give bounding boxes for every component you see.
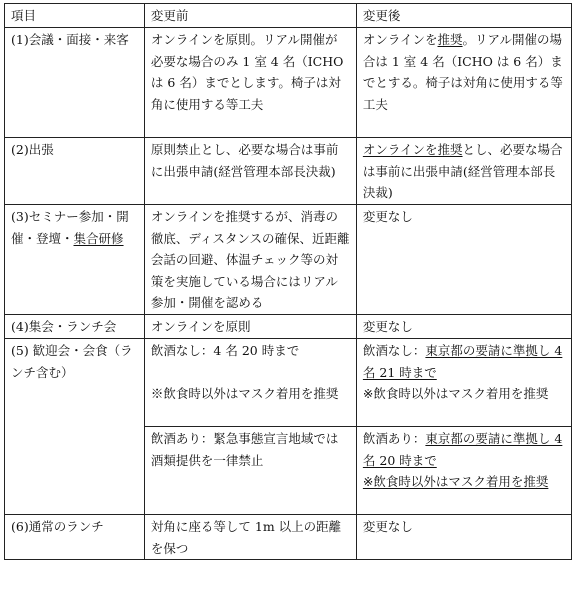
row-before-seminars: オンラインを推奨するが、消毒の徹底、ディスタンスの確保、近距離会話の回避、体温チェック等の対策を実施している場合にはリアル参加・開催を認める bbox=[144, 205, 356, 315]
before-text: 飲酒なし：4 名 20 時まで bbox=[150, 343, 300, 358]
row-item-business-trip: (2)出張 bbox=[5, 138, 145, 205]
after-text: ※飲食時以外はマスク着用を推奨 bbox=[362, 386, 549, 401]
after-text: とし、必要な場合は事前に出張申請(経営管理本部長決裁) bbox=[362, 142, 563, 200]
row-after-gatherings: 変更なし bbox=[356, 315, 571, 339]
row-item-meetings: (1)会議・面接・来客 bbox=[5, 28, 145, 138]
row-before-dinners-alcohol: 飲酒あり：緊急事態宣言地域では酒類提供を一律禁止 bbox=[144, 427, 356, 515]
underlined-change: 東京都の要請に準拠し 4 名 20 時まで bbox=[362, 431, 563, 468]
underlined-change: 東京都の要請に準拠し 4 名 21 時まで bbox=[362, 343, 563, 380]
row-after-lunch: 変更なし bbox=[356, 515, 571, 560]
row-item-seminars bbox=[5, 205, 145, 315]
after-text: 。リアル開催の場合は 1 室 4 名（ICHO は 6 名）までとする。椅子は対角に使用する等工夫 bbox=[362, 32, 563, 112]
underlined-change: 推奨 bbox=[437, 32, 463, 47]
after-text: 飲酒なし： bbox=[362, 343, 426, 358]
row-after-dinners-alcohol bbox=[356, 427, 571, 515]
table-row bbox=[5, 28, 572, 138]
underlined-change: 集合研修 bbox=[73, 230, 124, 246]
after-text: オンラインを bbox=[362, 32, 438, 47]
table-row bbox=[5, 339, 572, 427]
row-item-lunch: (6)通常のランチ bbox=[5, 515, 145, 560]
row-after-business-trip bbox=[356, 138, 571, 205]
underlined-change: オンラインを推奨 bbox=[362, 142, 463, 157]
row-before-business-trip: 原則禁止とし、必要な場合は事前に出張申請(経営管理本部長決裁) bbox=[144, 138, 356, 205]
table-row bbox=[5, 138, 572, 205]
item-text: (3)セミナー参加・開催・登壇・ bbox=[11, 209, 129, 246]
row-before-dinners-no-alcohol bbox=[144, 339, 356, 427]
table-row bbox=[5, 205, 572, 315]
header-item: 項目 bbox=[5, 4, 145, 28]
row-item-gatherings: (4)集会・ランチ会 bbox=[5, 315, 145, 339]
row-item-dinners: (5) 歓迎会・会食（ランチ含む） bbox=[5, 339, 145, 515]
row-before-gatherings: オンラインを原則 bbox=[144, 315, 356, 339]
row-after-seminars: 変更なし bbox=[356, 205, 571, 315]
before-text: ※飲食時以外はマスク着用を推奨 bbox=[150, 385, 339, 401]
row-after-dinners-no-alcohol bbox=[356, 339, 571, 427]
table-header-row bbox=[5, 4, 572, 28]
table-row bbox=[5, 515, 572, 560]
header-after: 変更後 bbox=[356, 4, 571, 28]
row-before-lunch: 対角に座る等して 1m 以上の距離を保つ bbox=[144, 515, 356, 560]
row-before-meetings: オンラインを原則。リアル開催が必要な場合のみ 1 室 4 名（ICHO は 6 名）までとします。椅子は対角に使用する等工夫 bbox=[144, 28, 356, 138]
after-text: 飲酒あり： bbox=[362, 431, 426, 446]
header-before: 変更前 bbox=[144, 4, 356, 28]
row-after-meetings bbox=[356, 28, 571, 138]
table-row bbox=[5, 315, 572, 339]
policy-change-table bbox=[4, 3, 572, 560]
underlined-change: ※飲食時以外はマスク着用を推奨 bbox=[362, 474, 549, 489]
